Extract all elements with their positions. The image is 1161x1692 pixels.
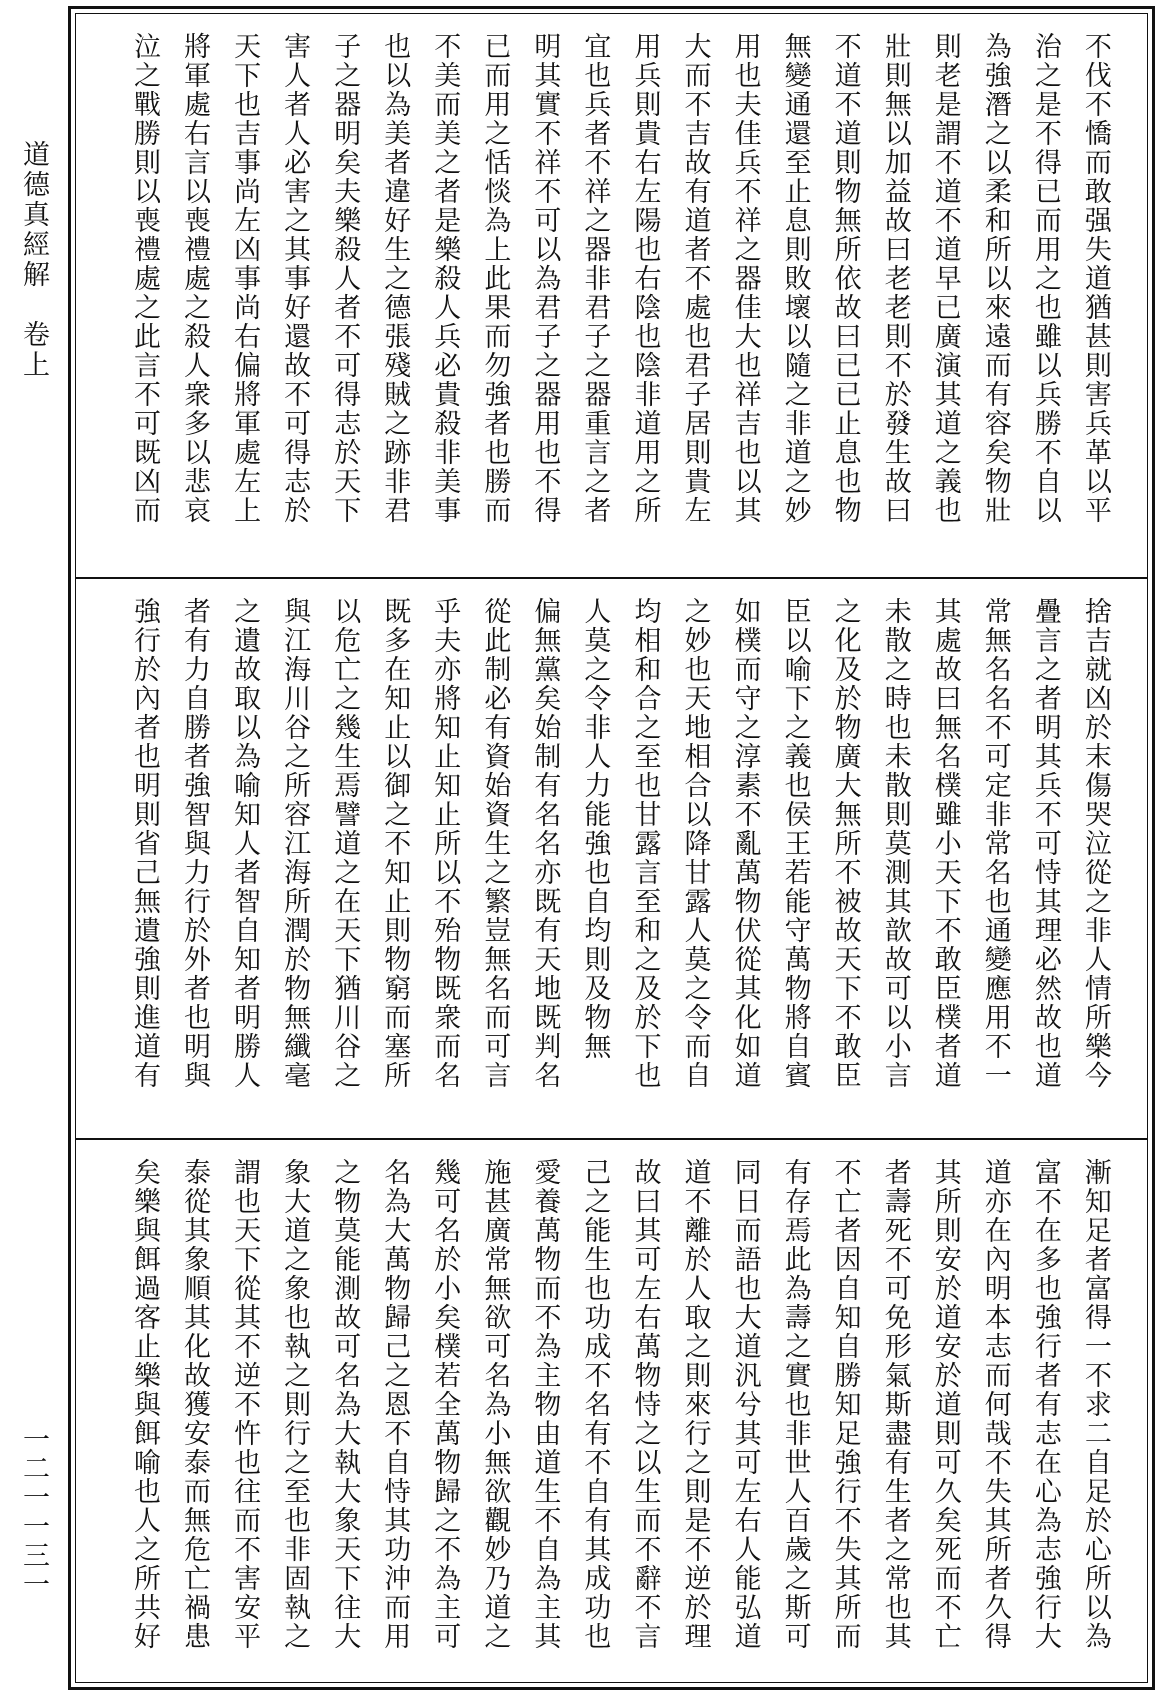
text-column: 大而不吉故有道者不處也君子居則貴左 <box>679 32 711 525</box>
text-column: 泣之戰勝則以喪禮處之此言不可既凶而 <box>129 32 160 525</box>
text-column: 也以為美者違好生之德張殘賊之跡非君 <box>379 32 411 525</box>
text-column: 不亡者因自知自勝知足強行不失其所而 <box>829 1158 861 1651</box>
text-column: 施甚廣常無欲可名為小無欲觀妙乃道之 <box>479 1158 511 1651</box>
text-column: 均相和合之至也甘露言至和之及於下也 <box>629 597 661 1090</box>
text-column: 漸知足者富得一不求二自足於心所以為 <box>1079 1158 1111 1651</box>
text-columns <box>122 1158 1117 1682</box>
text-column: 將軍處右言以喪禮處之殺人衆多以悲哀 <box>179 32 211 525</box>
side-page-number: 一二一一三一 <box>18 1425 49 1599</box>
text-column: 其處故曰無名樸雖小天下不敢臣樸者道 <box>929 597 961 1090</box>
text-column: 不美而美之者是樂殺人兵必貴殺非美事 <box>429 32 461 525</box>
text-column: 子之器明矣夫樂殺人者不可得志於天下 <box>329 32 361 525</box>
text-column: 常無名名不可定非常名也通變應用不一 <box>979 597 1011 1090</box>
text-column: 如樸而守之淳素不亂萬物伏從其化如道 <box>729 597 761 1090</box>
text-column: 道不離於人取之則來行之則是不逆於理 <box>679 1158 711 1651</box>
page-frame-inner <box>75 13 1148 1683</box>
text-column: 者壽死不可免形氣斯盡有生者之常也其 <box>879 1158 911 1651</box>
text-columns <box>122 32 1117 566</box>
text-column: 治之是不得已而用之也雖以兵勝不自以 <box>1029 32 1061 525</box>
text-column: 之化及於物廣大無所不被故天下不敢臣 <box>829 597 861 1090</box>
text-column: 名為大萬物歸己之恩不自恃其功沖而用 <box>379 1158 411 1651</box>
text-column: 偏無黨矣始制有名名亦既有天地既判名 <box>529 597 561 1090</box>
text-column: 害人者人必害之其事好還故不可得志於 <box>279 32 311 525</box>
side-title: 道德真經解 卷上 <box>18 140 49 380</box>
text-column: 之妙也天地相合以降甘露人莫之令而自 <box>679 597 711 1090</box>
text-column: 故曰其可左右萬物恃之以生而不辭不言 <box>629 1158 661 1651</box>
text-column: 人莫之令非人力能強也自均則及物無 <box>579 597 611 1061</box>
text-panel-bottom <box>76 1138 1147 1692</box>
text-column: 以危亡之幾生焉譬道之在天下猶川谷之 <box>329 597 361 1090</box>
text-column: 富不在多也強行者有志在心為志強行大 <box>1029 1158 1061 1651</box>
text-column: 捨吉就凶於末傷哭泣從之非人情所樂今 <box>1079 597 1111 1090</box>
text-column: 同日而語也大道汎兮其可左右人能弘道 <box>729 1158 761 1651</box>
text-column: 已而用之恬惔為上此果而勿強者也勝而 <box>479 32 511 525</box>
text-column: 壯則無以加益故曰老老則不於發生故曰 <box>879 32 911 525</box>
text-column: 未散之時也未散則莫測其歆故可以小言 <box>879 597 911 1090</box>
text-column: 道亦在內明本志而何哉不失其所者久得 <box>979 1158 1011 1651</box>
text-column: 天下也吉事尚左凶事尚右偏將軍處左上 <box>229 32 261 525</box>
text-column: 幾可名於小矣樸若全萬物歸之不為主可 <box>429 1158 461 1651</box>
text-columns <box>122 597 1117 1128</box>
text-column: 強行於內者也明則省己無遺強則進道有 <box>129 597 160 1090</box>
text-column: 其所則安於道安於道則可久矣死而不亡 <box>929 1158 961 1651</box>
text-column: 臣以喻下之義也侯王若能守萬物將自賓 <box>779 597 811 1090</box>
text-column: 既多在知止以御之不知止則物窮而塞所 <box>379 597 411 1090</box>
text-column: 矣樂與餌過客止樂與餌喻也人之所共好 <box>129 1158 160 1651</box>
text-column: 有存焉此為壽之實也非世人百歲之斯可 <box>779 1158 811 1651</box>
text-column: 不伐不憍而敢强失道猶甚則害兵革以平 <box>1079 32 1111 525</box>
text-column: 為強潛之以柔和所以來遠而有容矣物壯 <box>979 32 1011 525</box>
text-column: 不道不道則物無所依故曰已已止息也物 <box>829 32 861 525</box>
text-column: 宜也兵者不祥之器非君子之器重言之者 <box>579 32 611 525</box>
text-column: 者有力自勝者強智與力行於外者也明與 <box>179 597 211 1090</box>
text-panel-top <box>76 14 1147 576</box>
text-column: 則老是謂不道不道早已廣演其道之義也 <box>929 32 961 525</box>
text-column: 用也夫佳兵不祥之器佳大也祥吉也以其 <box>729 32 761 525</box>
text-column: 與江海川谷之所容江海所潤於物無纖毫 <box>279 597 311 1090</box>
text-column: 明其實不祥不可以為君子之器用也不得 <box>529 32 561 525</box>
text-column: 泰從其象順其化故獲安泰而無危亡禍患 <box>179 1158 211 1651</box>
text-panel-middle <box>76 577 1147 1138</box>
text-column: 象大道之象也執之則行之至也非固執之 <box>279 1158 311 1651</box>
text-column: 從此制必有資始資生之繁豈無名而可言 <box>479 597 511 1090</box>
text-column: 疊言之者明其兵不可恃其理必然故也道 <box>1029 597 1061 1090</box>
text-column: 之物莫能測故可名為大執大象天下往大 <box>329 1158 361 1651</box>
text-column: 己之能生也功成不名有不自有其成功也 <box>579 1158 611 1651</box>
text-column: 之遺故取以為喻知人者智自知者明勝人 <box>229 597 261 1090</box>
text-column: 乎夫亦將知止知止所以不殆物既衆而名 <box>429 597 461 1090</box>
text-column: 愛養萬物而不為主物由道生不自為主其 <box>529 1158 561 1651</box>
text-column: 謂也天下從其不逆不忤也往而不害安平 <box>229 1158 261 1651</box>
text-column: 無變通還至止息則敗壞以隨之非道之妙 <box>779 32 811 525</box>
page-frame <box>68 6 1155 1690</box>
text-column: 用兵則貴右左陽也右陰也陰非道用之所 <box>629 32 661 525</box>
